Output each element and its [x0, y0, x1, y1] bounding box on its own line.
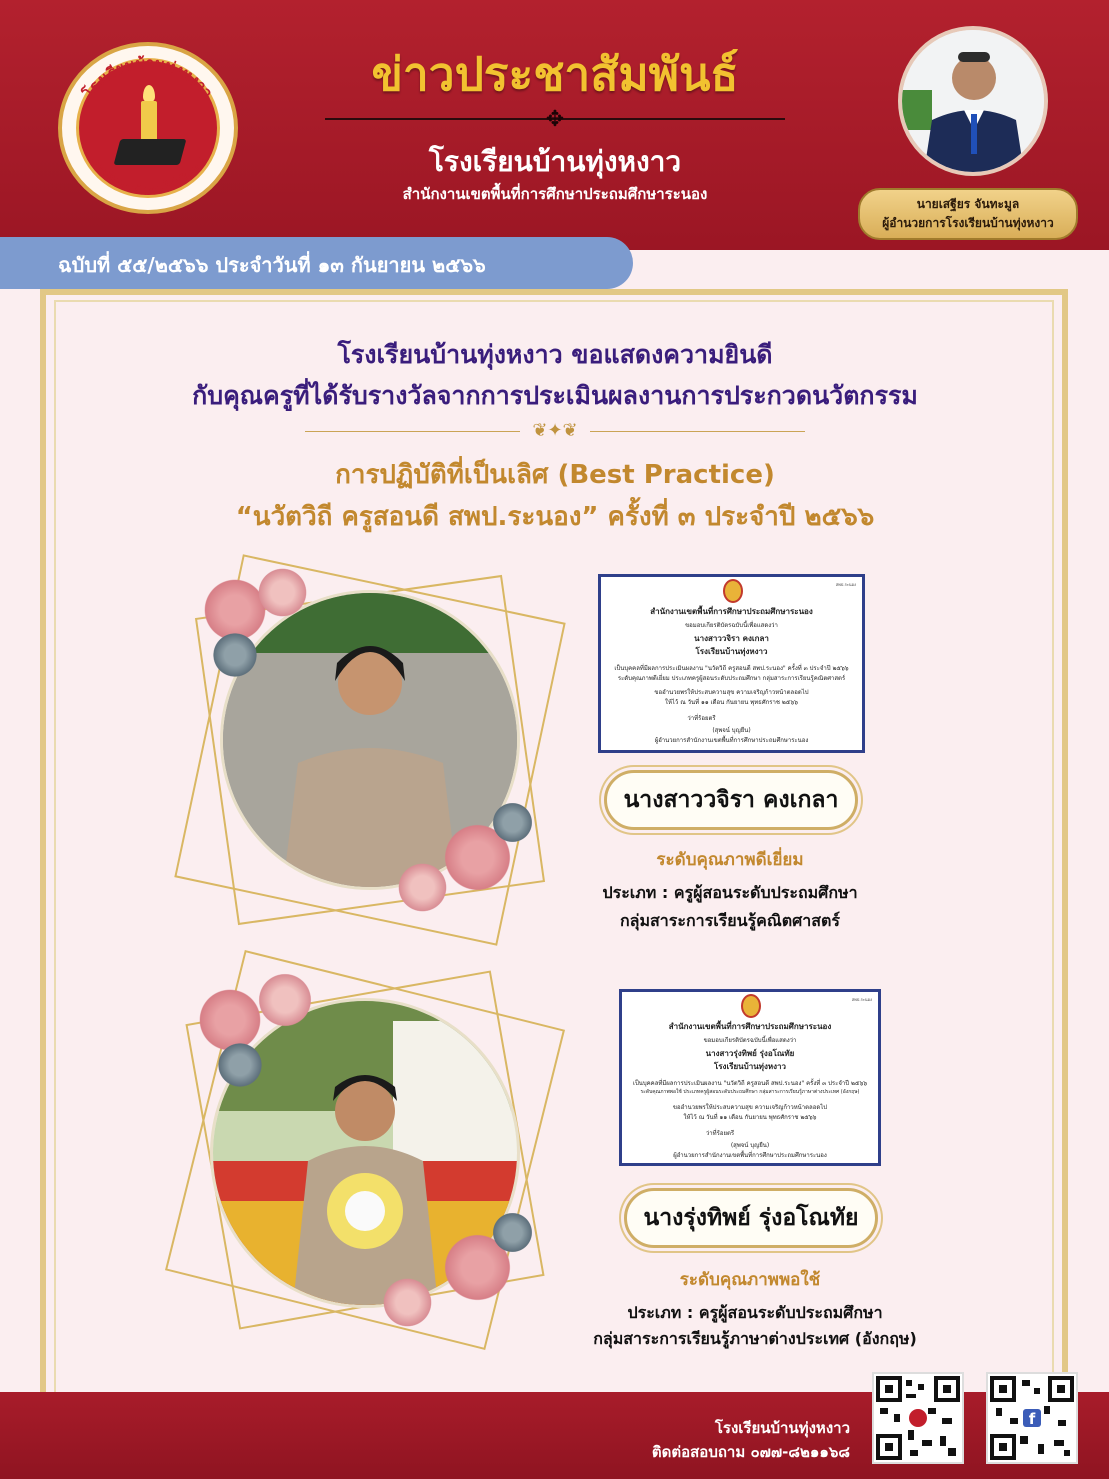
director-photo: [898, 26, 1048, 176]
awardee-2-name: นางรุ่งทิพย์ รุ่งอโณทัย: [624, 1188, 878, 1248]
certificate-code: สพป.ระนอง: [835, 582, 856, 587]
school-name: โรงเรียนบ้านทุ่งหงาว: [428, 145, 682, 178]
cert-body-2: ระดับคุณภาพพอใช้ ประเภทครูผู้สอนระดับประถมศึกษา กลุ่มสาระการเรียนรู้ภาษาต่างประเทศ (อังกฤษ): [640, 1089, 860, 1095]
ornament-icon: ❦✦❦: [532, 420, 578, 441]
logo-ring-text: [62, 46, 234, 210]
cert-intro: ขอมอบเกียรติบัตรฉบับนี้เพื่อแสดงว่า: [685, 622, 778, 629]
qr-code-website[interactable]: [872, 1372, 964, 1464]
awardee-1-name: นางสาววจิรา คงเกลา: [604, 770, 858, 830]
cert-recipient: นางสาวรุ่งทิพย์ รุ่งอโณทัย: [705, 1049, 795, 1058]
cert-school: โรงเรียนบ้านทุ่งหงาว: [713, 1062, 787, 1071]
awardee-2-type: ประเภท : ครูผู้สอนระดับประถมศึกษา: [627, 1303, 883, 1322]
flower-decoration: [210, 630, 260, 680]
headline-line-2: กับคุณครูที่ได้รับรางวัลจากการประเมินผลงานการประกวดนวัตกรรม: [192, 381, 918, 410]
subheading-best-practice: การปฏิบัติที่เป็นเลิศ (Best Practice): [335, 460, 775, 490]
cert-school: โรงเรียนบ้านทุ่งหงาว: [695, 647, 768, 656]
awardee-2-certificate: [619, 989, 881, 1166]
director-name: นายเสฐียร จันทะมูล: [916, 197, 1020, 211]
flower-decoration: [255, 565, 310, 620]
flower-decoration: [395, 860, 450, 915]
cert-body-1: เป็นบุคคลที่มีผลการประเมินผลงาน "นวัตวิถี ครูสอนดี สพป.ระนอง" ครั้งที่ ๓ ประจำปี ๒๕๖๖: [614, 665, 849, 672]
awardee-1-group: กลุ่มสาระการเรียนรู้คณิตศาสตร์: [619, 911, 841, 930]
awardee-1-level: ระดับคุณภาพดีเยี่ยม: [656, 850, 804, 870]
awardee-2-level: ระดับคุณภาพพอใช้: [679, 1270, 821, 1290]
flower-decoration: [490, 1210, 535, 1255]
flower-decoration: [380, 1275, 435, 1330]
svg-text:การศึกษาทำคนให้เป็นคน: [86, 154, 210, 199]
qr-code-facebook[interactable]: [986, 1372, 1078, 1464]
certificate-code: สพป.ระนอง: [851, 997, 872, 1002]
ornament-line-left: [305, 431, 520, 432]
awardee-1-certificate: [598, 574, 865, 753]
ornament-line-right: [590, 431, 805, 432]
page-title: ข่าวประชาสัมพันธ์: [371, 47, 739, 101]
awardee-1-type: ประเภท : ครูผู้สอนระดับประถมศึกษา: [602, 883, 858, 902]
svg-text:f: f: [1028, 1410, 1036, 1428]
cert-signer: (สุพจน์ บุญยืน): [730, 1142, 770, 1149]
issue-bar: [0, 237, 633, 289]
emblem-icon: [723, 579, 743, 603]
footer-school: โรงเรียนบ้านทุ่งหงาว: [714, 1419, 850, 1437]
cert-body-1: เป็นบุคคลที่มีผลการประเมินผลงาน "นวัตวิถี ครูสอนดี สพป.ระนอง" ครั้งที่ ๓ ประจำปี ๒๕๖๖: [632, 1080, 868, 1087]
director-position: ผู้อำนวยการโรงเรียนบ้านทุ่งหงาว: [882, 216, 1054, 230]
cert-wish: ขออำนวยพรให้ประสบความสุข ความเจริญก้าวหน้าตลอดไป: [672, 1104, 828, 1111]
director-plaque: [858, 188, 1078, 240]
ornament-icon: ✥: [545, 107, 565, 132]
cert-signer-position: ผู้อำนวยการสำนักงานเขตพื้นที่การศึกษาประถมศึกษาระนอง: [654, 737, 809, 744]
logo-bottom-text: การศึกษาทำคนให้เป็นคน: [86, 154, 210, 199]
qr-code-icon: [988, 1374, 1076, 1462]
cert-date: ให้ไว้ ณ วันที่ ๑๑ เดือน กันยายน พุทธศักราช ๒๕๖๖: [683, 1114, 817, 1121]
cert-intro: ขอมอบเกียรติบัตรฉบับนี้เพื่อแสดงว่า: [703, 1037, 797, 1044]
footer-contact: ติดต่อสอบถาม ๐๗๗-๘๒๑๑๖๘: [651, 1443, 850, 1461]
subheading-project: “นวัตวิถี ครูสอนดี สพป.ระนอง” ครั้งที่ ๓ ประจำปี ๒๕๖๖: [235, 502, 875, 532]
cert-signer-title: ว่าที่ร้อยตรี: [687, 715, 716, 722]
issue-number: ฉบับที่ ๕๕/๒๕๖๖ ประจำวันที่ ๑๓ กันยายน ๒๕๖๖: [58, 253, 486, 277]
cert-date: ให้ไว้ ณ วันที่ ๑๑ เดือน กันยายน พุทธศักราช ๒๕๖๖: [665, 699, 798, 706]
emblem-icon: [741, 994, 761, 1018]
headline-line-1: โรงเรียนบ้านทุ่งหงาว ขอแสดงความยินดี: [337, 340, 773, 369]
cert-wish: ขออำนวยพรให้ประสบความสุข ความเจริญก้าวหน้าตลอดไป: [654, 689, 809, 696]
cert-signer-position: ผู้อำนวยการสำนักงานเขตพื้นที่การศึกษาประถมศึกษาระนอง: [673, 1152, 827, 1159]
school-logo: [58, 42, 238, 214]
cert-office: สำนักงานเขตพื้นที่การศึกษาประถมศึกษาระนอง: [650, 607, 813, 616]
person-icon: [902, 30, 1044, 172]
awardee-2-group: กลุ่มสาระการเรียนรู้ภาษาต่างประเทศ (อังกฤษ): [593, 1329, 917, 1348]
office-name: สำนักงานเขตพื้นที่การศึกษาประถมศึกษาระนอง: [402, 185, 708, 203]
svg-text:โรงเรียนบ้านทุ่งหงาว: [78, 54, 216, 102]
flower-decoration: [215, 1040, 265, 1090]
flower-decoration: [490, 800, 535, 845]
logo-top-text: โรงเรียนบ้านทุ่งหงาว: [79, 53, 217, 102]
flower-decoration: [255, 970, 315, 1030]
cert-signer: (สุพจน์ บุญยืน): [712, 727, 751, 734]
cert-body-2: ระดับคุณภาพดีเยี่ยม ประเภทครูผู้สอนระดับประถมศึกษา กลุ่มสาระการเรียนรู้คณิตศาสตร์: [617, 675, 846, 682]
cert-office: สำนักงานเขตพื้นที่การศึกษาประถมศึกษาระนอง: [668, 1022, 832, 1031]
qr-code-icon: [874, 1374, 962, 1462]
cert-recipient: นางสาววจิรา คงเกลา: [694, 634, 769, 643]
cert-signer-title: ว่าที่ร้อยตรี: [705, 1130, 735, 1137]
